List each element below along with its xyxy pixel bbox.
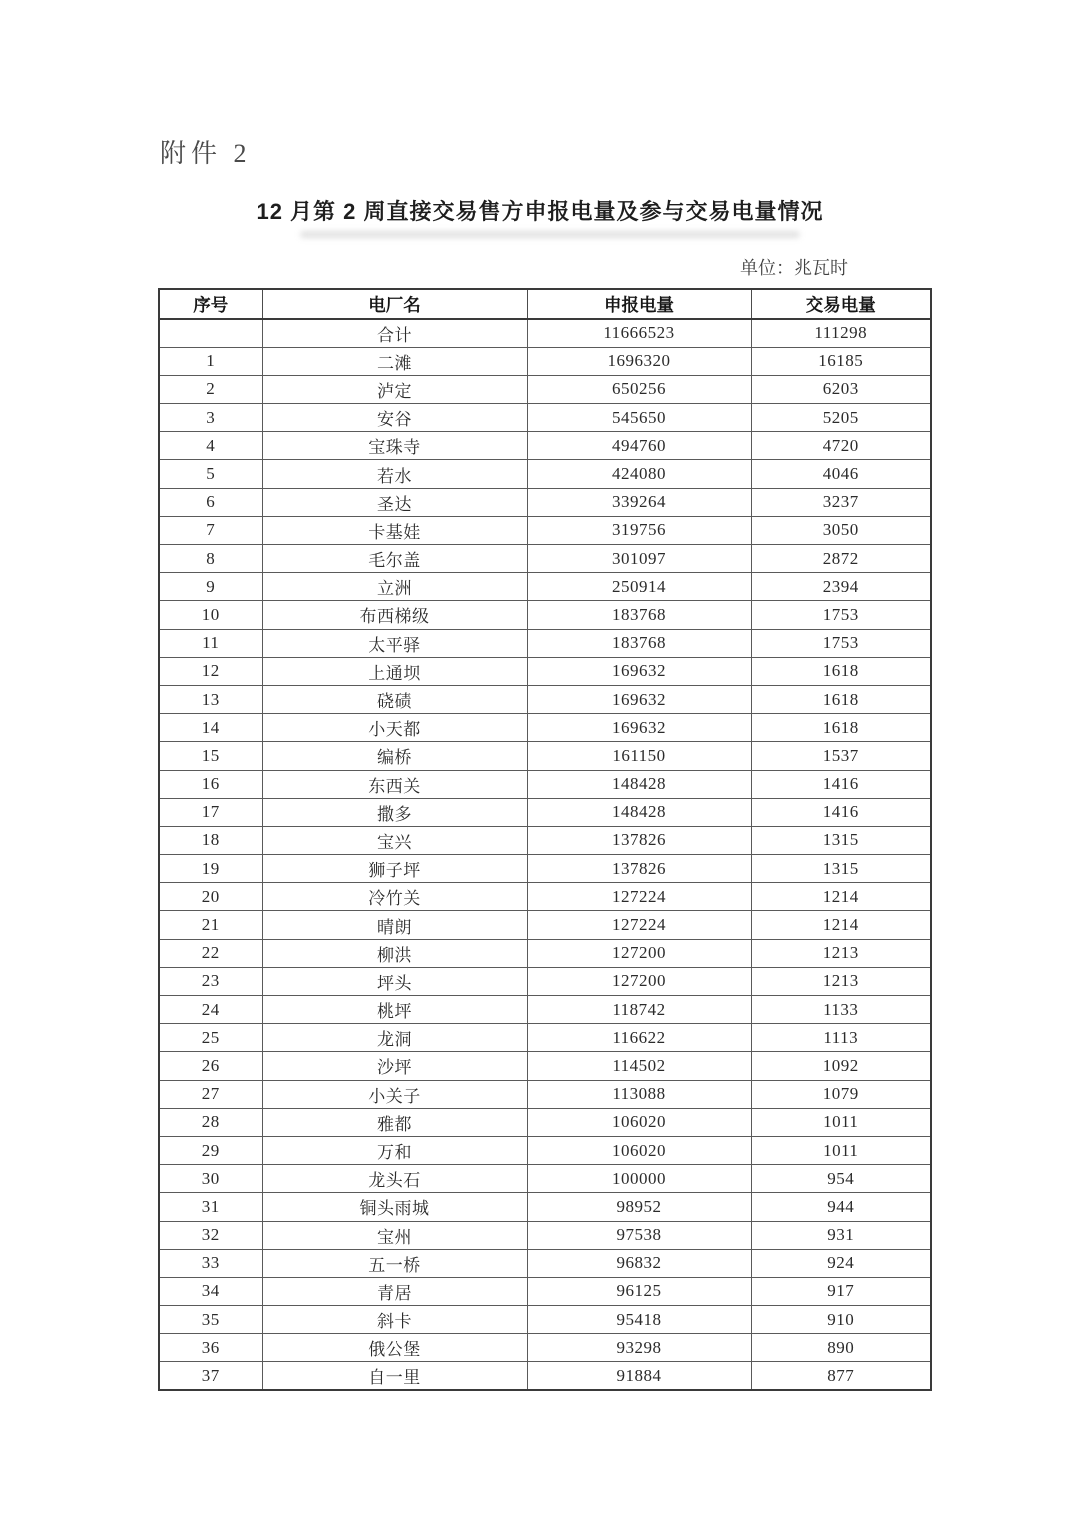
- table-row: [159, 460, 931, 488]
- cell-declared-energy: 137826: [527, 855, 751, 883]
- cell-traded-energy: 3050: [751, 516, 931, 544]
- cell-declared-energy: 127224: [527, 883, 751, 911]
- cell-index: 24: [159, 996, 262, 1024]
- cell-declared-energy: 96832: [527, 1249, 751, 1277]
- cell-declared-energy: 183768: [527, 601, 751, 629]
- cell-traded-energy: 1092: [751, 1052, 931, 1080]
- cell-traded-energy: 1416: [751, 770, 931, 798]
- table-row: [159, 855, 931, 883]
- cell-plant-name: 东西关: [262, 770, 527, 798]
- cell-plant-name: 卡基娃: [262, 516, 527, 544]
- cell-traded-energy: 910: [751, 1306, 931, 1334]
- cell-plant-name: 冷竹关: [262, 883, 527, 911]
- table-row: [159, 545, 931, 573]
- cell-traded-energy: 944: [751, 1193, 931, 1221]
- cell-traded-energy: 1618: [751, 714, 931, 742]
- table-row: [159, 657, 931, 685]
- table-row: [159, 1193, 931, 1221]
- cell-declared-energy: 91884: [527, 1362, 751, 1390]
- cell-index: 12: [159, 657, 262, 685]
- cell-index: 22: [159, 939, 262, 967]
- cell-index: 30: [159, 1165, 262, 1193]
- cell-plant-name: 安谷: [262, 404, 527, 432]
- cell-index: 2: [159, 375, 262, 403]
- cell-declared-energy: 137826: [527, 826, 751, 854]
- cell-declared-energy: 106020: [527, 1108, 751, 1136]
- cell-index: 10: [159, 601, 262, 629]
- cell-declared-energy: 127224: [527, 911, 751, 939]
- cell-traded-energy: 1133: [751, 996, 931, 1024]
- cell-traded-energy: 877: [751, 1362, 931, 1390]
- cell-plant-name: 二滩: [262, 347, 527, 375]
- table-row: [159, 488, 931, 516]
- cell-index: 23: [159, 967, 262, 995]
- cell-plant-name: 小关子: [262, 1080, 527, 1108]
- cell-traded-energy: 6203: [751, 375, 931, 403]
- cell-index: 16: [159, 770, 262, 798]
- cell-declared-energy: 113088: [527, 1080, 751, 1108]
- table-row: [159, 1306, 931, 1334]
- table-row: [159, 967, 931, 995]
- table-row: [159, 798, 931, 826]
- cell-declared-energy: 93298: [527, 1334, 751, 1362]
- cell-declared-energy: 116622: [527, 1024, 751, 1052]
- cell-plant-name: 俄公堡: [262, 1334, 527, 1362]
- attachment-label: 附件 2: [160, 139, 252, 168]
- cell-plant-name: 立洲: [262, 573, 527, 601]
- cell-traded-energy: 1213: [751, 939, 931, 967]
- cell-plant-name: 撒多: [262, 798, 527, 826]
- cell-declared-energy: 424080: [527, 460, 751, 488]
- cell-plant-name: 万和: [262, 1136, 527, 1164]
- table-row: [159, 911, 931, 939]
- table-row: [159, 1080, 931, 1108]
- table-row: [159, 1024, 931, 1052]
- cell-index: 11: [159, 629, 262, 657]
- cell-declared-energy: 1696320: [527, 347, 751, 375]
- table-row: [159, 1277, 931, 1305]
- cell-index: 31: [159, 1193, 262, 1221]
- cell-traded-energy: 4046: [751, 460, 931, 488]
- cell-declared-energy: 127200: [527, 939, 751, 967]
- cell-traded-energy: 2394: [751, 573, 931, 601]
- cell-index: 6: [159, 488, 262, 516]
- cell-index: 25: [159, 1024, 262, 1052]
- table-row: [159, 685, 931, 713]
- cell-index: 33: [159, 1249, 262, 1277]
- table-row: [159, 375, 931, 403]
- cell-traded-energy: 1537: [751, 742, 931, 770]
- cell-plant-name: 龙头石: [262, 1165, 527, 1193]
- power-trading-table: [158, 288, 932, 1391]
- table-row: [159, 1334, 931, 1362]
- cell-declared-energy: 301097: [527, 545, 751, 573]
- cell-traded-energy: 931: [751, 1221, 931, 1249]
- cell-index: 21: [159, 911, 262, 939]
- cell-index: 29: [159, 1136, 262, 1164]
- cell-declared-energy: 148428: [527, 770, 751, 798]
- cell-declared-energy: 118742: [527, 996, 751, 1024]
- cell-traded-energy: 4720: [751, 432, 931, 460]
- cell-plant-name: 宝珠寺: [262, 432, 527, 460]
- cell-declared-energy: 100000: [527, 1165, 751, 1193]
- cell-declared-energy: 148428: [527, 798, 751, 826]
- cell-declared-energy: 95418: [527, 1306, 751, 1334]
- cell-plant-name: 坪头: [262, 967, 527, 995]
- scan-smudge-artifact: [300, 231, 800, 238]
- cell-plant-name: 合计: [262, 319, 527, 347]
- column-header-traded: 交易电量: [751, 289, 931, 319]
- table-row: [159, 714, 931, 742]
- cell-plant-name: 编桥: [262, 742, 527, 770]
- cell-index: 1: [159, 347, 262, 375]
- cell-index: 14: [159, 714, 262, 742]
- cell-index: 17: [159, 798, 262, 826]
- cell-declared-energy: 98952: [527, 1193, 751, 1221]
- cell-declared-energy: 183768: [527, 629, 751, 657]
- cell-declared-energy: 169632: [527, 685, 751, 713]
- cell-index: 18: [159, 826, 262, 854]
- cell-plant-name: 晴朗: [262, 911, 527, 939]
- cell-traded-energy: 1753: [751, 629, 931, 657]
- cell-plant-name: 龙洞: [262, 1024, 527, 1052]
- cell-index: 27: [159, 1080, 262, 1108]
- cell-declared-energy: 494760: [527, 432, 751, 460]
- cell-declared-energy: 169632: [527, 657, 751, 685]
- cell-traded-energy: 2872: [751, 545, 931, 573]
- cell-traded-energy: 1214: [751, 883, 931, 911]
- table-row: [159, 1136, 931, 1164]
- cell-traded-energy: 1753: [751, 601, 931, 629]
- cell-traded-energy: 1416: [751, 798, 931, 826]
- table-row: [159, 601, 931, 629]
- cell-plant-name: 上通坝: [262, 657, 527, 685]
- cell-declared-energy: 97538: [527, 1221, 751, 1249]
- table-row: [159, 1108, 931, 1136]
- cell-plant-name: 沙坪: [262, 1052, 527, 1080]
- unit-note: 单位：兆瓦时: [740, 258, 848, 278]
- cell-traded-energy: 1618: [751, 657, 931, 685]
- cell-index: 37: [159, 1362, 262, 1390]
- table-row: [159, 826, 931, 854]
- cell-traded-energy: 1213: [751, 967, 931, 995]
- column-header-plant: 电厂名: [262, 289, 527, 319]
- cell-index: 28: [159, 1108, 262, 1136]
- cell-index: 7: [159, 516, 262, 544]
- table-row: [159, 939, 931, 967]
- cell-traded-energy: 1618: [751, 685, 931, 713]
- cell-index: 26: [159, 1052, 262, 1080]
- cell-plant-name: 斜卡: [262, 1306, 527, 1334]
- cell-index: 36: [159, 1334, 262, 1362]
- cell-index: [159, 319, 262, 347]
- table-row: [159, 1249, 931, 1277]
- table-row: [159, 347, 931, 375]
- cell-declared-energy: 11666523: [527, 319, 751, 347]
- table-row: [159, 1165, 931, 1193]
- cell-index: 4: [159, 432, 262, 460]
- cell-declared-energy: 114502: [527, 1052, 751, 1080]
- cell-traded-energy: 1011: [751, 1108, 931, 1136]
- table-body: [159, 319, 931, 1390]
- cell-traded-energy: 1079: [751, 1080, 931, 1108]
- cell-traded-energy: 924: [751, 1249, 931, 1277]
- cell-index: 19: [159, 855, 262, 883]
- cell-index: 9: [159, 573, 262, 601]
- cell-plant-name: 五一桥: [262, 1249, 527, 1277]
- cell-traded-energy: 1113: [751, 1024, 931, 1052]
- cell-plant-name: 泸定: [262, 375, 527, 403]
- cell-plant-name: 宝州: [262, 1221, 527, 1249]
- cell-declared-energy: 650256: [527, 375, 751, 403]
- table-row: [159, 883, 931, 911]
- cell-traded-energy: 16185: [751, 347, 931, 375]
- cell-index: 3: [159, 404, 262, 432]
- cell-declared-energy: 96125: [527, 1277, 751, 1305]
- column-header-declared: 申报电量: [527, 289, 751, 319]
- cell-plant-name: 柳洪: [262, 939, 527, 967]
- table-row: [159, 770, 931, 798]
- table-row: [159, 573, 931, 601]
- cell-plant-name: 太平驿: [262, 629, 527, 657]
- table-row: [159, 629, 931, 657]
- cell-declared-energy: 161150: [527, 742, 751, 770]
- cell-plant-name: 硗碛: [262, 685, 527, 713]
- cell-declared-energy: 127200: [527, 967, 751, 995]
- table-row: [159, 996, 931, 1024]
- cell-traded-energy: 111298: [751, 319, 931, 347]
- cell-plant-name: 桃坪: [262, 996, 527, 1024]
- cell-traded-energy: 1315: [751, 855, 931, 883]
- cell-index: 35: [159, 1306, 262, 1334]
- cell-plant-name: 若水: [262, 460, 527, 488]
- cell-plant-name: 狮子坪: [262, 855, 527, 883]
- table-row: [159, 1221, 931, 1249]
- cell-plant-name: 布西梯级: [262, 601, 527, 629]
- table-row: [159, 1362, 931, 1390]
- cell-declared-energy: 250914: [527, 573, 751, 601]
- cell-declared-energy: 319756: [527, 516, 751, 544]
- cell-plant-name: 小天都: [262, 714, 527, 742]
- cell-declared-energy: 169632: [527, 714, 751, 742]
- table-row: [159, 516, 931, 544]
- column-header-index: 序号: [159, 289, 262, 319]
- cell-traded-energy: 1315: [751, 826, 931, 854]
- cell-index: 8: [159, 545, 262, 573]
- cell-plant-name: 铜头雨城: [262, 1193, 527, 1221]
- cell-declared-energy: 106020: [527, 1136, 751, 1164]
- cell-index: 32: [159, 1221, 262, 1249]
- cell-traded-energy: 890: [751, 1334, 931, 1362]
- table-row: [159, 1052, 931, 1080]
- cell-traded-energy: 3237: [751, 488, 931, 516]
- cell-plant-name: 青居: [262, 1277, 527, 1305]
- cell-plant-name: 圣达: [262, 488, 527, 516]
- cell-index: 15: [159, 742, 262, 770]
- cell-traded-energy: 1011: [751, 1136, 931, 1164]
- table-row: [159, 319, 931, 347]
- cell-index: 13: [159, 685, 262, 713]
- cell-plant-name: 宝兴: [262, 826, 527, 854]
- cell-declared-energy: 545650: [527, 404, 751, 432]
- table-row: [159, 742, 931, 770]
- cell-declared-energy: 339264: [527, 488, 751, 516]
- cell-index: 20: [159, 883, 262, 911]
- table-row: [159, 432, 931, 460]
- cell-traded-energy: 1214: [751, 911, 931, 939]
- cell-plant-name: 雅都: [262, 1108, 527, 1136]
- document-title: 12 月第 2 周直接交易售方申报电量及参与交易电量情况: [256, 199, 824, 224]
- cell-plant-name: 自一里: [262, 1362, 527, 1390]
- cell-index: 34: [159, 1277, 262, 1305]
- cell-traded-energy: 954: [751, 1165, 931, 1193]
- table-header-row: [159, 289, 931, 319]
- table-row: [159, 404, 931, 432]
- cell-plant-name: 毛尔盖: [262, 545, 527, 573]
- cell-traded-energy: 917: [751, 1277, 931, 1305]
- cell-index: 5: [159, 460, 262, 488]
- cell-traded-energy: 5205: [751, 404, 931, 432]
- table-header: [159, 289, 931, 319]
